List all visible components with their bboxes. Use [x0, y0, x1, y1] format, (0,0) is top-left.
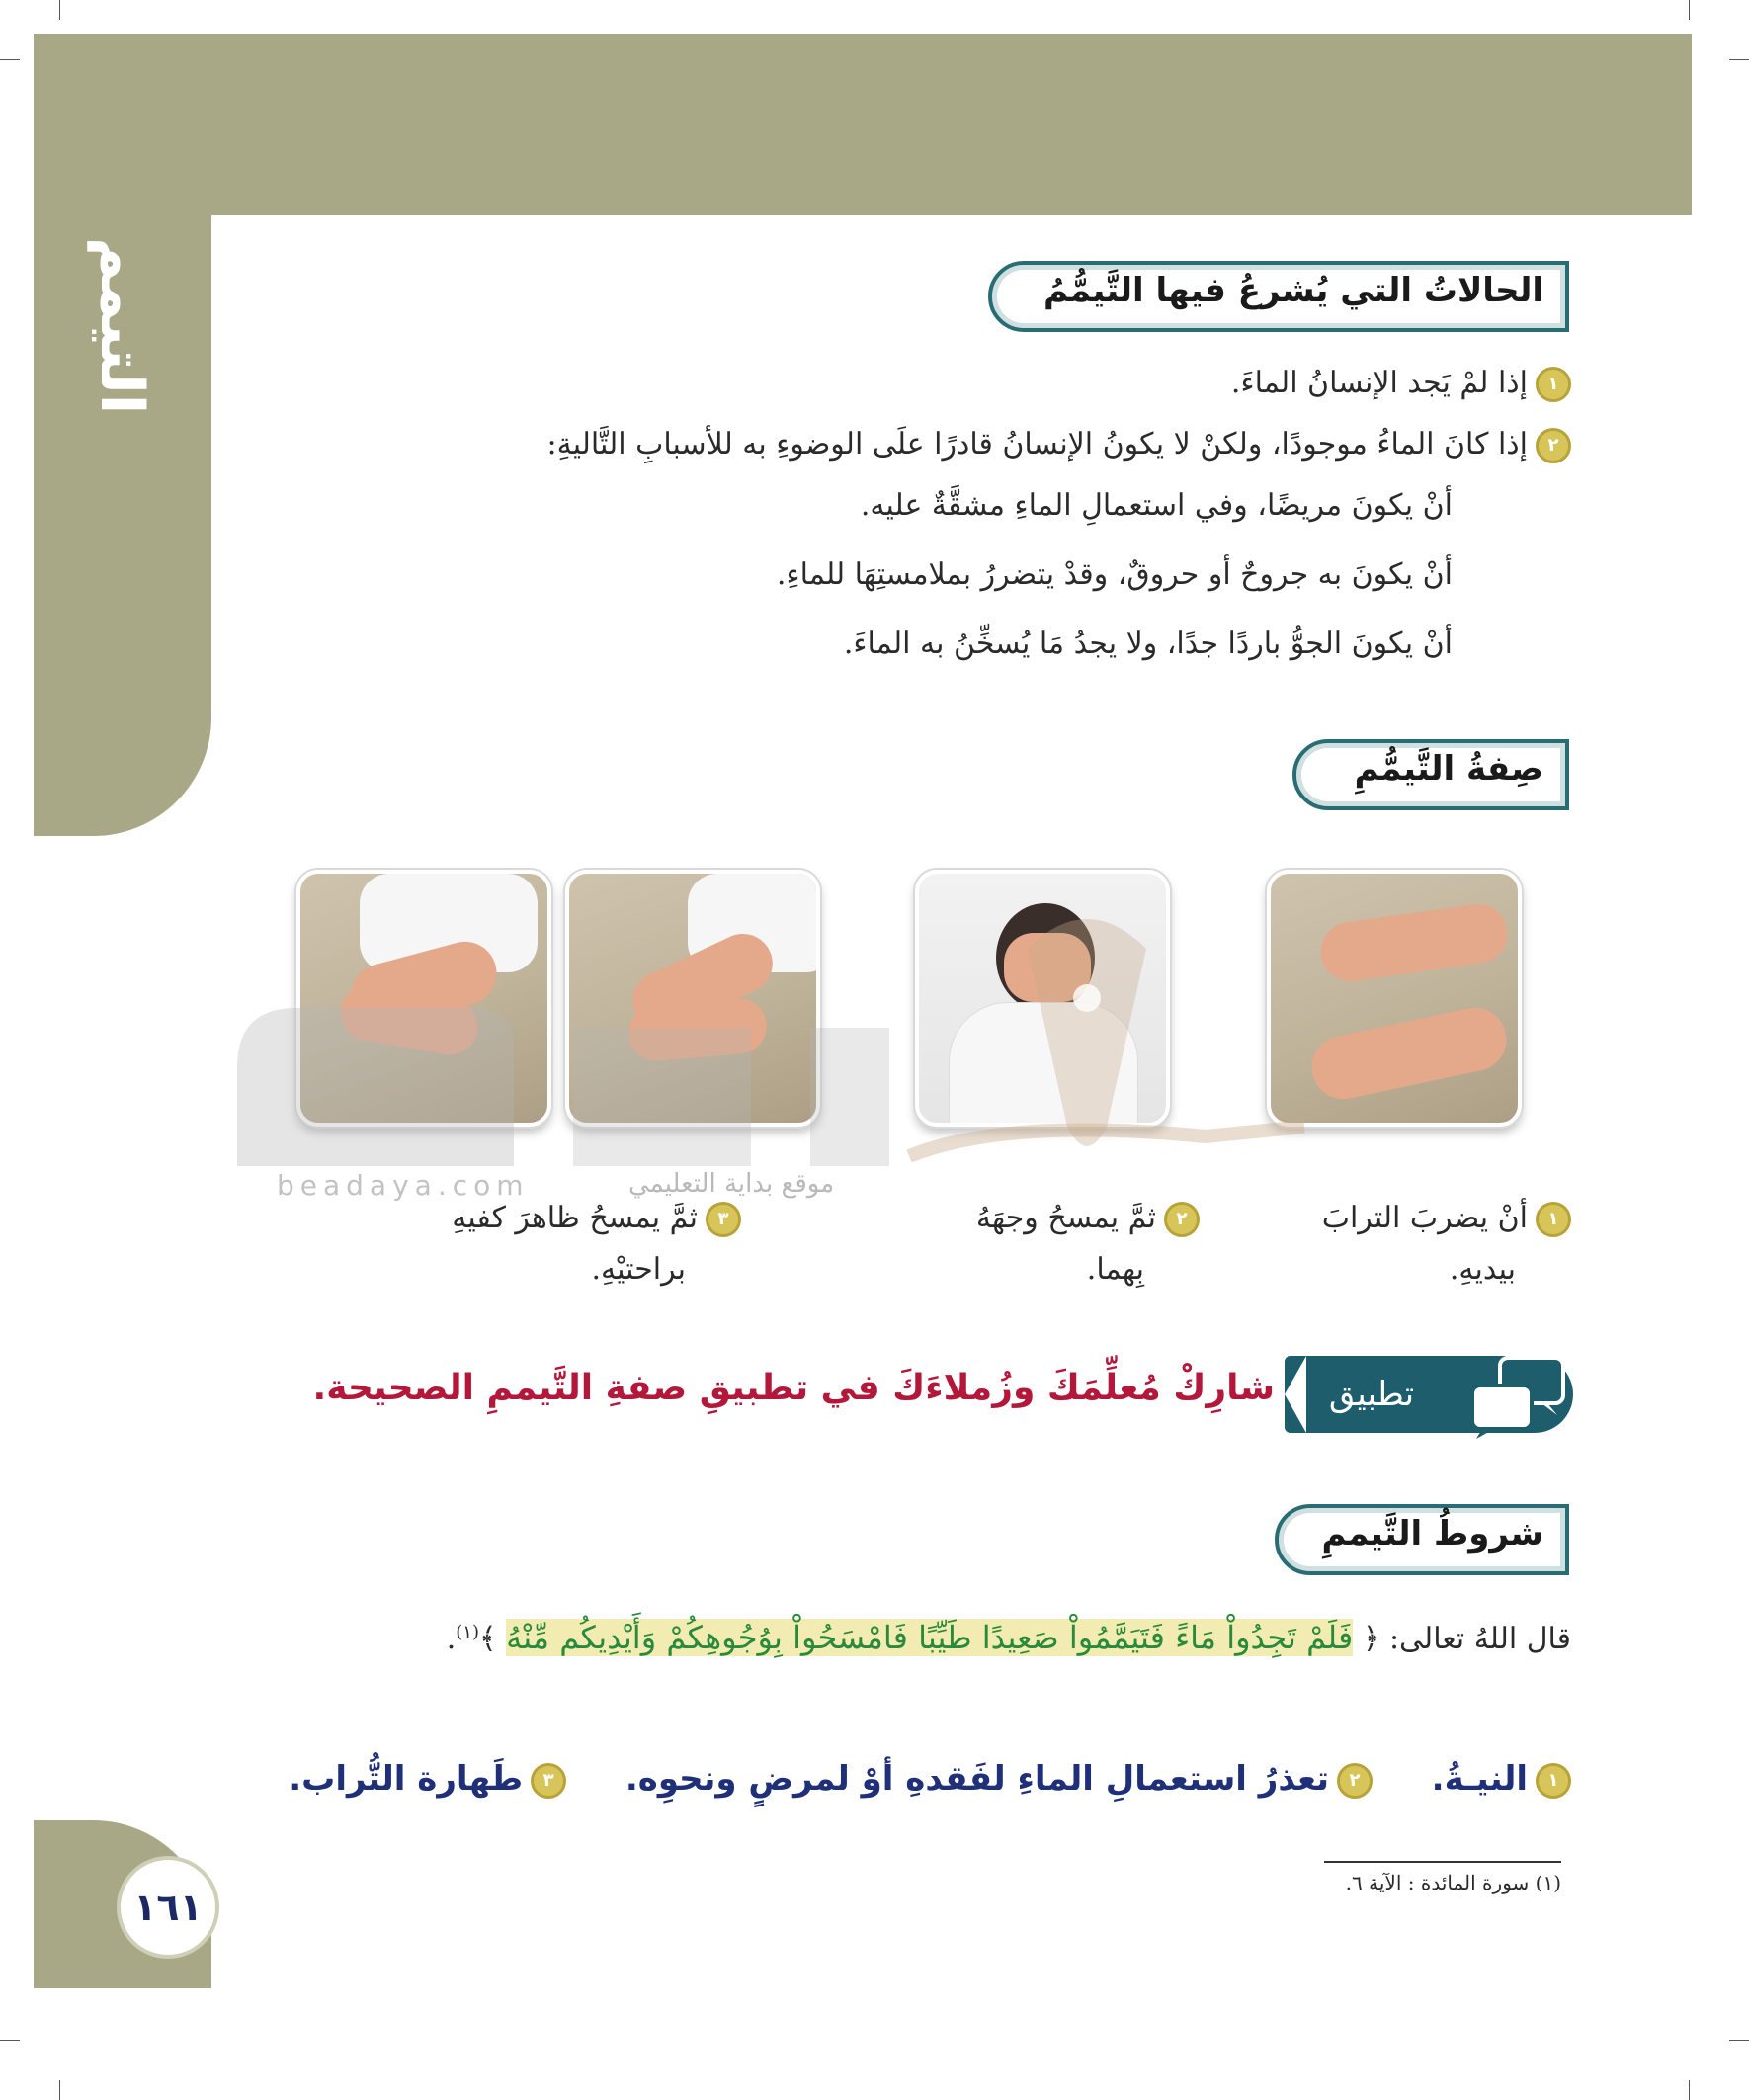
case-item-text: إذا لمْ يَجد الإنسانُ الماءَ.	[1230, 366, 1528, 400]
step-text: أنْ يضربَ الترابَ	[1321, 1201, 1528, 1235]
condition-text: تعذرُ استعمالِ الماءِ لفَقدهِ أوْ لمرضٍ ونحوِه.	[625, 1759, 1329, 1799]
step-caption-2	[976, 1201, 1200, 1237]
reason-text: أنْ يكونَ مريضًا، وفي استعمالِ الماءِ مشقَّةٌ عليه.	[860, 488, 1453, 523]
quran-quote: قال اللهُ تعالى: ﴿ فَلَمْ تَجِدُواْ مَاءً فَتَيَمَّمُواْ صَعِيدًا طَيِّبًا فَامْسَحُواْ بِوُجُوهِكُمْ وَأَيْدِيكُم مِّنْهُ ﴾$^{(١)}$.	[446, 1619, 1571, 1656]
chapter-side-title: التيمم	[87, 237, 156, 415]
conditions-list	[289, 1759, 1571, 1799]
hand-shape	[1317, 900, 1512, 985]
apply-text: شارِكْ مُعلِّمَكَ وزُملاءَكَ في تطبيقِ صفةِ التَّيممِ الصحيحة.	[312, 1368, 1275, 1408]
section-heading-text: الحالاتُ التي يُشرعُ فيها التَّيمُّمُ	[1043, 271, 1543, 310]
hand-shape	[1004, 933, 1091, 1002]
reason-item	[844, 627, 1453, 661]
step-text: بِهما.	[1086, 1252, 1144, 1287]
step-caption-1-cont	[1450, 1252, 1516, 1287]
reason-item	[777, 557, 1453, 592]
case-item-1	[1231, 366, 1571, 402]
case-item-text: إذا كانَ الماءُ موجودًا، ولكنْ لا يكونُ الإنسانُ قادرًا علَى الوضوءِ به للأسبابِ التَّاليةِ:	[546, 427, 1528, 462]
step-text: ثمَّ يمسحُ ظاهرَ كفيهِ	[452, 1201, 698, 1235]
top-decorative-band	[34, 34, 1692, 215]
section-heading-description	[1292, 739, 1569, 810]
footnote: (١) سورة المائدة : الآية ٦.	[1345, 1871, 1561, 1894]
footnote-divider	[1324, 1861, 1561, 1863]
crop-mark	[0, 2040, 20, 2041]
condition-text: طَهارة التُّراب.	[289, 1759, 524, 1799]
step-caption-3-cont	[591, 1252, 686, 1287]
crop-mark	[1689, 2080, 1690, 2100]
apply-label: تطبيق	[1328, 1375, 1415, 1414]
footnote-ref: (١)	[456, 1622, 479, 1642]
photo-wipe-hand-1	[565, 870, 820, 1127]
photo-wipe-hand-2	[296, 870, 551, 1127]
photo-wipe-face	[915, 870, 1170, 1127]
step-text: ثمَّ يمسحُ وجهَهُ	[975, 1201, 1156, 1235]
number-badge: ٣	[531, 1763, 566, 1799]
reason-text: أنْ يكونَ الجوُّ باردًا جدًا، ولا يجدُ مَا يُسخِّنُ به الماءَ.	[843, 627, 1453, 661]
number-badge: ١	[1536, 1202, 1571, 1237]
ornate-bracket-icon: ﴾	[478, 1622, 497, 1656]
number-badge: ١	[1536, 367, 1571, 402]
number-badge: ٢	[1337, 1763, 1373, 1799]
number-badge: ٣	[706, 1202, 741, 1237]
page-number: ١٦١	[117, 1856, 219, 1959]
quote-intro: قال اللهُ تعالى:	[1388, 1622, 1571, 1656]
case-item-2	[547, 427, 1571, 463]
quran-verse: فَلَمْ تَجِدُواْ مَاءً فَتَيَمَّمُواْ صَعِيدًا طَيِّبًا فَامْسَحُواْ بِوُجُوهِكُمْ وَأَيْدِيكُم مِّنْهُ	[506, 1619, 1354, 1656]
reason-text: أنْ يكونَ به جروحٌ أو حروقٌ، وقدْ يتضررُ بملامستِهَا للماءِ.	[776, 557, 1453, 592]
number-badge: ١	[1536, 1763, 1571, 1799]
crop-mark	[0, 59, 20, 60]
hand-shape	[1306, 1002, 1513, 1105]
section-heading-text: صِفةُ التَّيمُّمِ	[1354, 749, 1543, 789]
photo-strike-dust	[1267, 870, 1522, 1127]
condition-text: النيـةُ.	[1431, 1759, 1528, 1799]
crop-mark	[59, 2080, 60, 2100]
crop-mark	[59, 0, 60, 20]
hand-shape	[626, 996, 769, 1063]
number-badge: ٢	[1536, 428, 1571, 463]
step-caption-2-cont	[1087, 1252, 1144, 1287]
step-caption-1	[1322, 1201, 1571, 1237]
robe-shape	[949, 1002, 1138, 1127]
step-text: براحتيْهِ.	[591, 1252, 686, 1287]
section-heading-cases	[988, 261, 1569, 332]
crop-mark	[1689, 0, 1690, 20]
chat-bubbles-icon	[1466, 1352, 1569, 1441]
reason-item	[861, 488, 1453, 523]
step-caption-3	[452, 1201, 741, 1237]
watermark-site-latin: beadaya.com	[277, 1169, 530, 1202]
ornate-bracket-icon: ﴿	[1362, 1622, 1380, 1656]
crop-mark	[1729, 2040, 1749, 2041]
section-heading-conditions	[1275, 1504, 1569, 1575]
section-heading-text: شروطُ التَّيممِ	[1321, 1514, 1543, 1554]
number-badge: ٢	[1164, 1202, 1200, 1237]
crop-mark	[1729, 59, 1749, 60]
step-text: بيديهِ.	[1449, 1252, 1516, 1287]
watermark-site-arabic: موقع بداية التعليمي	[628, 1169, 835, 1199]
